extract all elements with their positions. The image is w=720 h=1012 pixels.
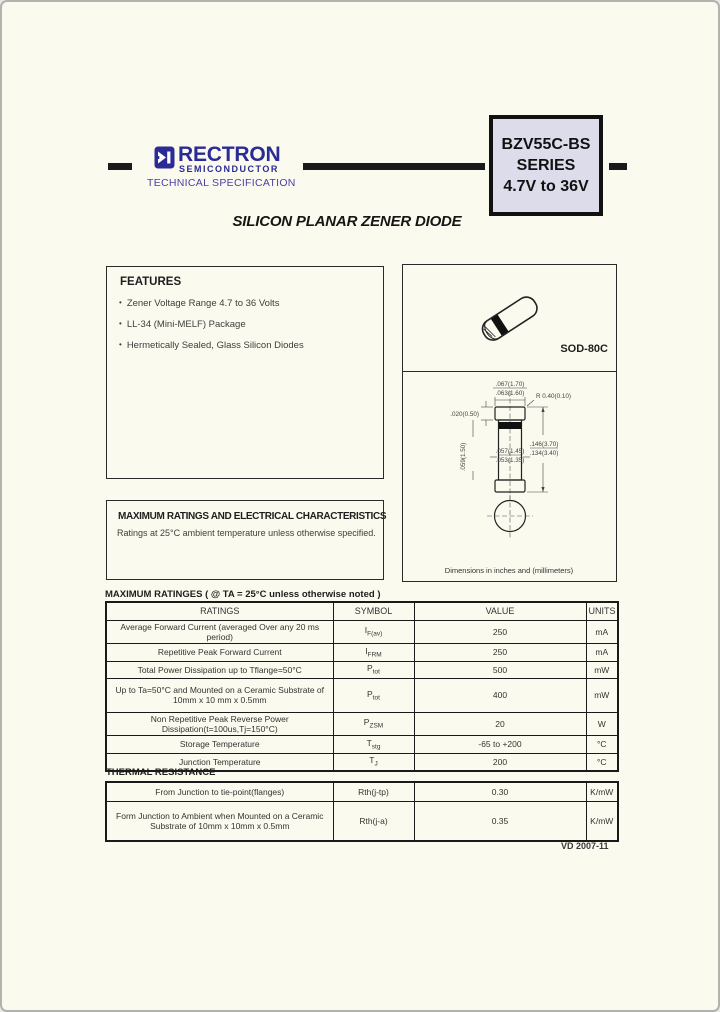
dim-cap-height: .020(0.50) [450, 411, 479, 418]
symbol-cell [333, 620, 414, 643]
table-row [106, 712, 618, 735]
features-heading: FEATURES [120, 276, 182, 288]
symbol-main: P [363, 717, 370, 728]
value-cell: 250 [414, 643, 586, 661]
brand-tagline: TECHNICAL SPECIFICATION [147, 177, 296, 189]
feature-item: • Hermetically Sealed, Glass Silicon Diodes [119, 340, 383, 351]
value-cell: -65 to +200 [414, 735, 586, 753]
symbol-main: T [366, 737, 372, 748]
dim-body-dia-max: .057(1.45) [495, 448, 525, 455]
symbol-cell [333, 643, 414, 661]
max-ratings-table [105, 601, 619, 772]
dim-corner-note: R 0.40(0.10) [536, 393, 572, 400]
symbol-cell: Rth(j-a) [333, 801, 414, 841]
units-cell: W [586, 712, 618, 735]
series-voltage-range: 4.7V to 36V [503, 178, 589, 195]
ratings-note-box [106, 500, 387, 580]
dim-cap-width-max: .067(1.70) [495, 381, 525, 388]
brand-name: RECTRON [178, 143, 281, 166]
symbol-main: I [365, 645, 368, 656]
header-rule-middle [303, 163, 485, 170]
symbol-sub: FRM [367, 651, 382, 659]
symbol-sub: F(av) [367, 630, 383, 638]
rating-cell: Junction Temperature [106, 753, 333, 771]
table-row [106, 801, 618, 841]
thermal-resistance-table [105, 781, 619, 842]
units-cell: mW [586, 678, 618, 712]
table-row [106, 620, 618, 643]
symbol-cell [333, 678, 414, 712]
dim-body-len-min: .134(3.40) [529, 450, 559, 457]
dimensions-caption: Dimensions in inches and (millimeters) [444, 566, 574, 575]
thermal-resistance-caption: THERMAL RESISTANCE [106, 767, 216, 778]
document-title: SILICON PLANAR ZENER DIODE [232, 213, 462, 230]
symbol-cell [333, 753, 414, 771]
symbol-sub: tot [372, 694, 380, 702]
col-header-value: VALUE [414, 602, 586, 620]
table-row [106, 735, 618, 753]
value-cell: 500 [414, 661, 586, 678]
max-ratings-caption: MAXIMUM RATINGES ( @ TA = 25°C unless otherwise noted ) [105, 589, 381, 600]
package-name: SOD-80C [560, 343, 608, 355]
table-header-row [106, 602, 618, 620]
symbol-cell [333, 661, 414, 678]
features-box [106, 266, 384, 479]
rectron-logo-icon [154, 146, 175, 169]
units-cell: mW [586, 661, 618, 678]
series-word: SERIES [516, 157, 576, 174]
col-header-ratings: RATINGS [106, 602, 333, 620]
dim-body-len-max: .146(3.70) [529, 441, 559, 448]
table-row [106, 643, 618, 661]
table-row [106, 782, 618, 801]
value-cell: 20 [414, 712, 586, 735]
symbol-sub: J [374, 761, 378, 769]
rating-cell: Non Repetitive Peak Reverse Power Dissipation(t=100us,Tj=150°C) [106, 712, 333, 735]
value-cell: 200 [414, 753, 586, 771]
table-row [106, 661, 618, 678]
col-header-units: UNITS [586, 602, 618, 620]
rating-cell: Average Forward Current (averaged Over any 20 ms period) [106, 620, 333, 643]
document-revision-code: VD 2007-11 [561, 841, 609, 851]
value-cell: 250 [414, 620, 586, 643]
dim-left: .059(1.50) [460, 442, 467, 472]
dim-body-dia-min: .053(1.35) [495, 457, 525, 464]
symbol-main: P [367, 688, 373, 699]
rating-cell: Form Junction to Ambient when Mounted on a Ceramic Substrate of 10mm x 10mm x 0.5mm [106, 801, 333, 841]
rating-cell: Up to Ta=50°C and Mounted on a Ceramic Substrate of 10mm x 10 mm x 0.5mm [106, 678, 333, 712]
ratings-note-subheading: Ratings at 25°C ambient temperature unless otherwise specified. [117, 528, 376, 538]
symbol-cell [333, 712, 414, 735]
symbol-sub: tot [372, 668, 380, 676]
feature-item: • LL-34 (Mini-MELF) Package [119, 319, 383, 330]
units-cell: mA [586, 643, 618, 661]
rating-cell: Total Power Dissipation up to Tflange=50°C [106, 661, 333, 678]
symbol-main: P [367, 663, 373, 674]
melf-diode-illustration [455, 283, 565, 355]
feature-item: • Zener Voltage Range 4.7 to 36 Volts [119, 298, 383, 309]
ratings-note-heading: MAXIMUM RATINGS AND ELECTRICAL CHARACTERISTICS [118, 511, 387, 522]
rating-cell: From Junction to tie-point(flanges) [106, 782, 333, 801]
value-cell: 0.35 [414, 801, 586, 841]
symbol-cell [333, 735, 414, 753]
rating-cell: Storage Temperature [106, 735, 333, 753]
package-dimension-drawing [403, 373, 615, 581]
symbol-main: T [369, 755, 375, 766]
units-cell: °C [586, 753, 618, 771]
package-photo-panel [403, 265, 616, 372]
units-cell: mA [586, 620, 618, 643]
series-box [489, 115, 603, 216]
units-cell: K/mW [586, 801, 618, 841]
header-rule-right [609, 163, 627, 170]
package-box [402, 264, 617, 582]
table-row [106, 678, 618, 712]
units-cell: K/mW [586, 782, 618, 801]
value-cell: 0.30 [414, 782, 586, 801]
symbol-main: I [364, 625, 368, 636]
col-header-symbol: SYMBOL [333, 602, 414, 620]
symbol-sub: stg [371, 743, 381, 751]
series-name: BZV55C-BS [501, 136, 591, 153]
brand-subtitle: SEMICONDUCTOR [179, 164, 279, 174]
rating-cell: Repetitive Peak Forward Current [106, 643, 333, 661]
header-rule-left [108, 163, 132, 170]
dim-cap-width-min: .063(1.60) [495, 390, 525, 397]
symbol-sub: ZSM [369, 722, 384, 730]
units-cell: °C [586, 735, 618, 753]
value-cell: 400 [414, 678, 586, 712]
symbol-cell: Rth(j-tp) [333, 782, 414, 801]
